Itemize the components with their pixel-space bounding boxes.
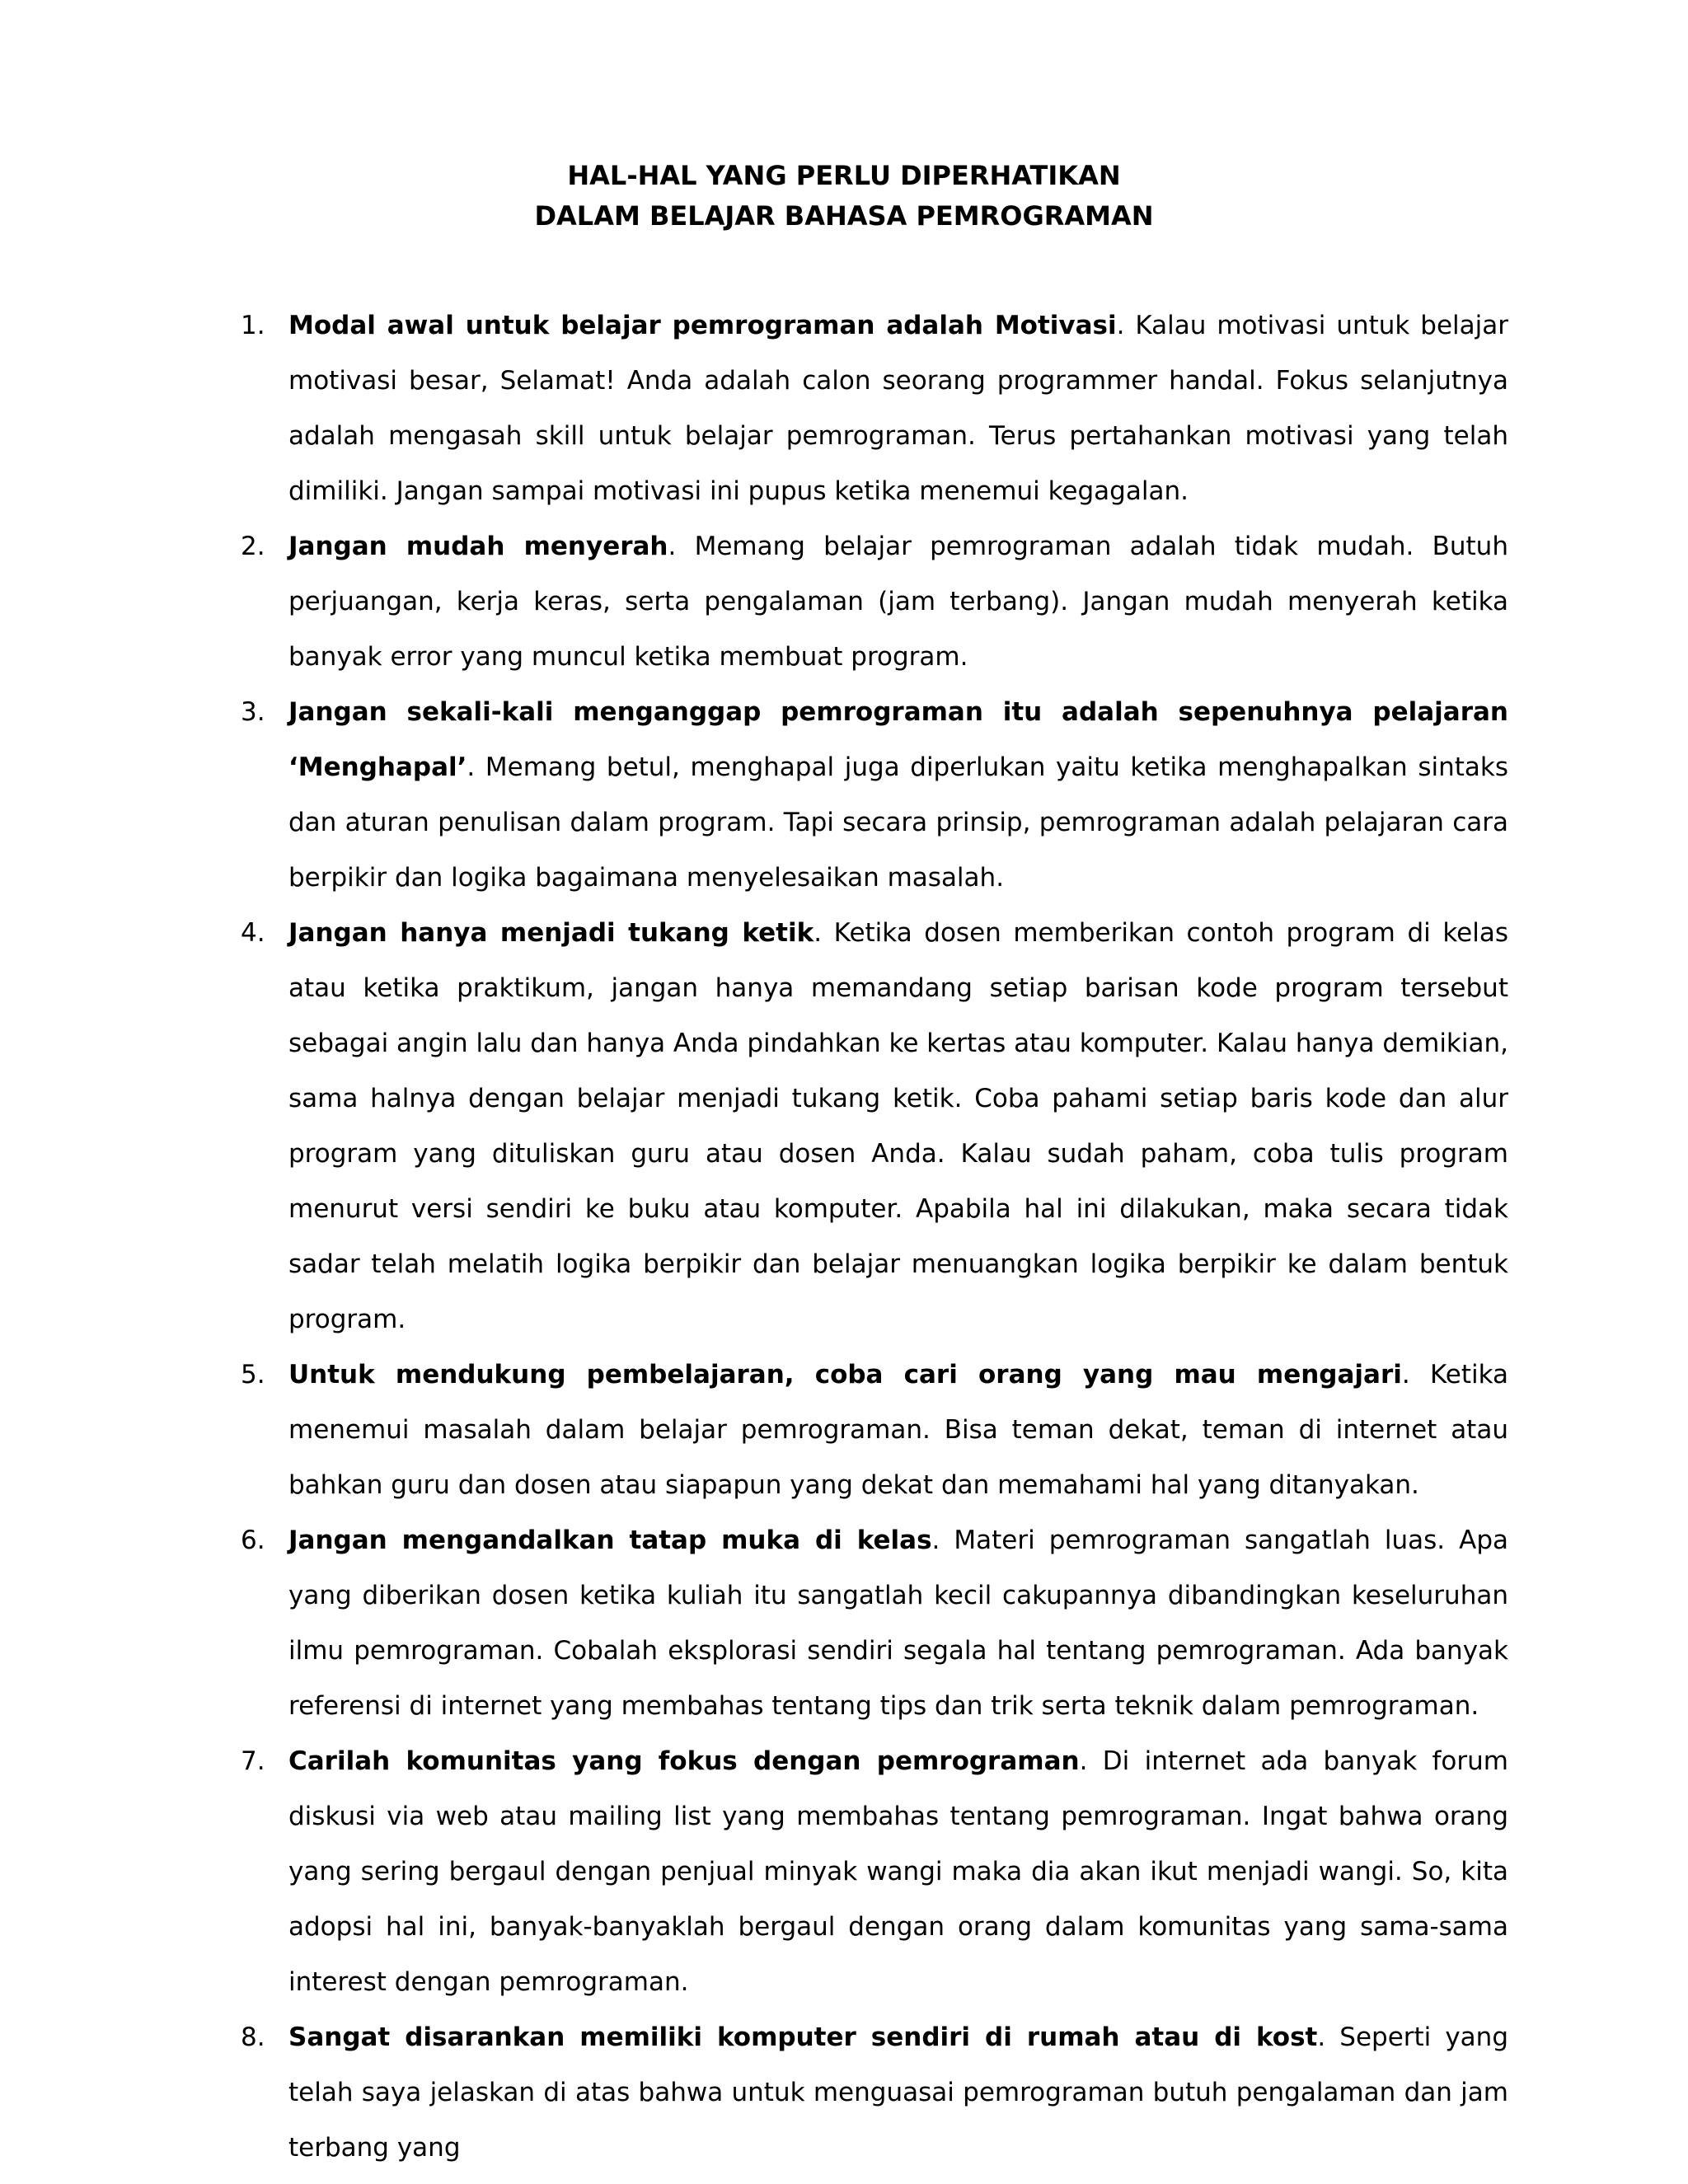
item-text: . Memang betul, menghapal juga diperlukan yaitu ketika menghapalkan sintaks dan aturan penulisan dalam program. Tapi secara prinsip, pemrograman adalah pelajaran cara berpikir dan logika bagaimana menyelesaikan masalah.: [288, 752, 1508, 893]
item-number: 5.: [241, 1360, 265, 1390]
item-lead: Jangan hanya menjadi tukang ketik: [288, 918, 814, 948]
list-item: [241, 906, 1508, 1347]
item-text: . Di internet ada banyak forum diskusi via web atau mailing list yang membahas tentang pemrograman. Ingat bahwa orang yang sering bergaul dengan penjual minyak wangi maka dia akan ikut menjadi wangi. So, kita adopsi hal ini, banyak-banyaklah bergaul dengan orang dalam komunitas yang sama-sama interest dengan pemrograman.: [288, 1746, 1508, 1997]
item-text: . Kalau motivasi untuk belajar motivasi besar, Selamat! Anda adalah calon seorang programmer handal. Fokus selanjutnya adalah mengasah skill untuk belajar pemrograman. Terus pertahankan motivasi yang telah dimiliki. Jangan sampai motivasi ini pupus ketika menemui kegagalan.: [288, 311, 1509, 506]
list-item: [241, 2010, 1508, 2176]
item-number: 2.: [241, 532, 265, 561]
item-text: . Seperti yang telah saya jelaskan di atas bahwa untuk menguasai pemrograman butuh pengalaman dan jam terbang yang: [288, 2022, 1508, 2163]
item-lead: Jangan sekali-kali menganggap pemrograman itu adalah sepenuhnya pelajaran ‘Menghapal’: [288, 697, 1508, 782]
item-text: . Memang belajar pemrograman adalah tidak mudah. Butuh perjuangan, kerja keras, serta pengalaman (jam terbang). Jangan mudah menyerah ketika banyak error yang muncul ketika membuat program.: [288, 532, 1508, 672]
item-number: 3.: [241, 697, 265, 727]
document-title-line-2: DALAM BELAJAR BAHASA PEMROGRAMAN: [534, 200, 1154, 232]
item-number: 7.: [241, 1746, 265, 1776]
list-item: [241, 685, 1508, 906]
list-item: [241, 519, 1508, 685]
list-item: [241, 1734, 1508, 2010]
item-number: 1.: [241, 311, 265, 340]
item-text: . Ketika dosen memberikan contoh program di kelas atau ketika praktikum, jangan hanya memandang setiap barisan kode program tersebut sebagai angin lalu dan hanya Anda pindahkan ke kertas atau komputer. Kalau hanya demikian, sama halnya dengan belajar menjadi tukang ketik. Coba pahami setiap baris kode dan alur program yang dituliskan guru atau dosen Anda. Kalau sudah paham, coba tulis program menurut versi sendiri ke buku atau komputer. Apabila hal ini dilakukan, maka secara tidak sadar telah melatih logika berpikir dan belajar menuangkan logika berpikir ke dalam bentuk program.: [288, 918, 1508, 1334]
item-text: . Materi pemrograman sangatlah luas. Apa yang diberikan dosen ketika kuliah itu sangatlah kecil cakupannya dibandingkan keseluruhan ilmu pemrograman. Cobalah eksplorasi sendiri segala hal tentang pemrograman. Ada banyak referensi di internet yang membahas tentang tips dan trik serta teknik dalam pemrograman.: [288, 1526, 1508, 1721]
item-number: 6.: [241, 1526, 265, 1555]
list-item: [241, 298, 1509, 519]
item-lead: Carilah komunitas yang fokus dengan pemrograman: [288, 1746, 1080, 1776]
item-number: 4.: [241, 918, 265, 948]
item-lead: Untuk mendukung pembelajaran, coba cari orang yang mau mengajari: [288, 1360, 1402, 1390]
tips-list: [241, 298, 1509, 2176]
item-lead: Sangat disarankan memiliki komputer sendiri di rumah atau di kost: [288, 2022, 1318, 2052]
item-text: . Ketika menemui masalah dalam belajar pemrograman. Bisa teman dekat, teman di internet atau bahkan guru dan dosen atau siapapun yang dekat dan memahami hal yang ditanyakan.: [288, 1360, 1508, 1500]
item-lead: Modal awal untuk belajar pemrograman adalah Motivasi: [288, 311, 1117, 340]
item-lead: Jangan mudah menyerah: [288, 532, 668, 561]
list-item: [241, 1513, 1508, 1734]
document-title-line-1: HAL-HAL YANG PERLU DIPERHATIKAN: [567, 160, 1121, 191]
list-item: [241, 1347, 1508, 1513]
item-number: 8.: [241, 2022, 265, 2052]
item-lead: Jangan mengandalkan tatap muka di kelas: [288, 1526, 932, 1555]
